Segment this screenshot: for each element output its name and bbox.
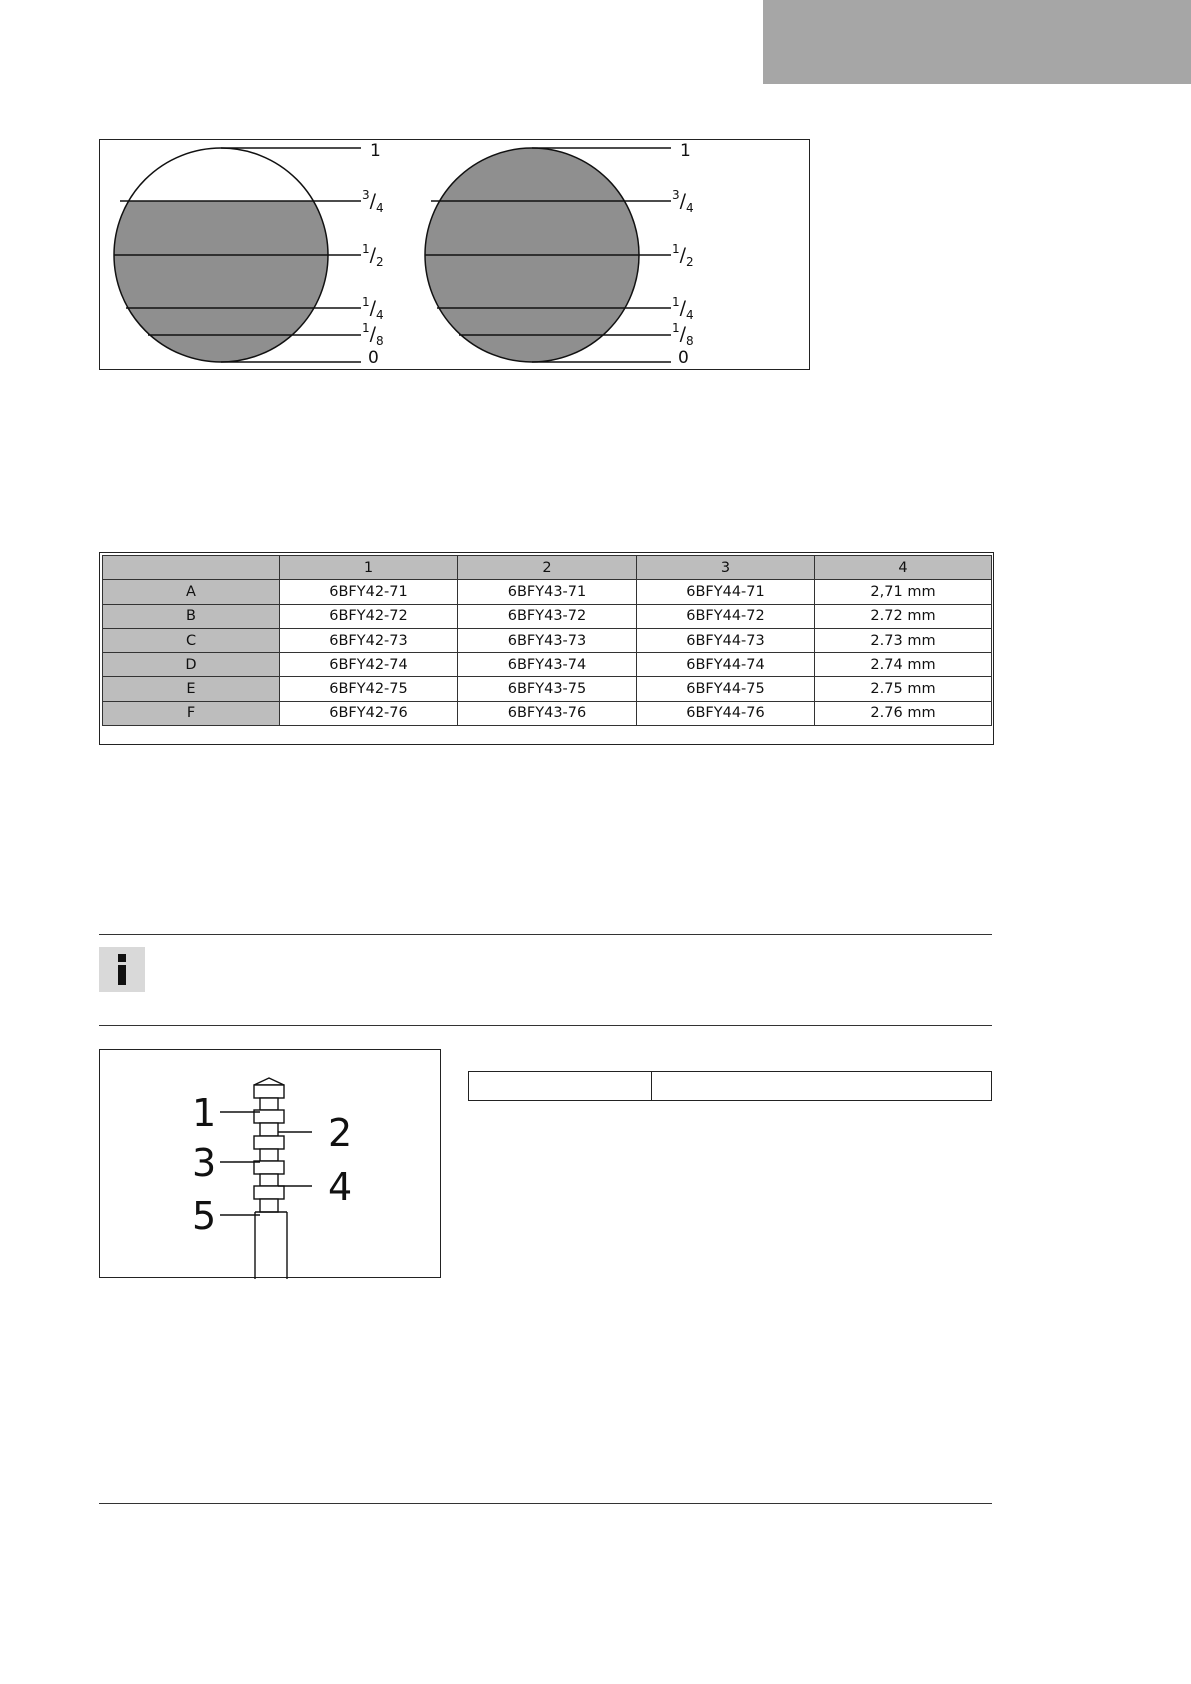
table-cell: 2,71 mm: [815, 580, 992, 604]
table-cell: 6BFY42-74: [280, 653, 458, 677]
table-header-cell: 4: [815, 556, 992, 580]
needle-label-3: 3: [192, 1141, 217, 1185]
table-row: [103, 701, 992, 725]
needle-spec-table: [468, 1071, 992, 1101]
left-label-half: $^1/_2$: [362, 242, 384, 269]
table-header-cell: 3: [637, 556, 815, 580]
needle-label-1: 1: [192, 1091, 217, 1135]
table-cell: 6BFY42-72: [280, 604, 458, 628]
left-label-three-quarter: $^3/_4$: [362, 188, 384, 215]
table-cell: 6BFY44-74: [637, 653, 815, 677]
table-cell: 6BFY42-73: [280, 628, 458, 652]
table-cell: 6BFY44-75: [637, 677, 815, 701]
table-cell: 6BFY43-76: [458, 701, 637, 725]
table-row: [103, 580, 992, 604]
section-divider-bottom: [99, 1503, 992, 1504]
table-row: [103, 604, 992, 628]
right-label-eighth: $^1/_8$: [672, 321, 694, 348]
table-cell: 6BFY44-73: [637, 628, 815, 652]
row-key: E: [103, 677, 280, 701]
table-cell: 6BFY43-73: [458, 628, 637, 652]
table-cell: 2.73 mm: [815, 628, 992, 652]
jet-table-frame: [99, 552, 994, 745]
row-key: F: [103, 701, 280, 725]
jet-table: [102, 555, 992, 726]
left-label-0: 0: [368, 348, 379, 368]
table-row: [103, 653, 992, 677]
needle-label-5: 5: [192, 1194, 217, 1238]
table-cell: 2.75 mm: [815, 677, 992, 701]
float-level-diagrams: [100, 140, 811, 371]
left-level-circle: [110, 148, 361, 371]
right-label-quarter: $^1/_4$: [672, 295, 694, 322]
needle-label-2: 2: [328, 1111, 353, 1155]
left-label-1: 1: [370, 141, 381, 161]
table-row: [103, 677, 992, 701]
float-level-figure: [99, 139, 810, 370]
info-divider-top: [99, 934, 992, 935]
table-cell: 6BFY42-71: [280, 580, 458, 604]
table-cell: 6BFY44-71: [637, 580, 815, 604]
table-header-cell: 2: [458, 556, 637, 580]
table-cell: 6BFY43-71: [458, 580, 637, 604]
table-cell: 6BFY43-74: [458, 653, 637, 677]
info-divider-bottom: [99, 1025, 992, 1026]
jet-needle-drawing: [100, 1050, 442, 1279]
table-cell: 6BFY44-72: [637, 604, 815, 628]
info-glyph: [99, 947, 145, 992]
table-row: [103, 628, 992, 652]
row-key: B: [103, 604, 280, 628]
spec-divider: [651, 1072, 652, 1100]
right-level-circle: [425, 148, 671, 362]
right-label-three-quarter: $^3/_4$: [672, 188, 694, 215]
left-label-quarter: $^1/_4$: [362, 295, 384, 322]
table-cell: 2.72 mm: [815, 604, 992, 628]
jet-needle-figure: [99, 1049, 441, 1278]
table-cell: 6BFY43-72: [458, 604, 637, 628]
right-label-half: $^1/_2$: [672, 242, 694, 269]
table-header-row: [103, 556, 992, 580]
needle-label-4: 4: [328, 1165, 353, 1209]
row-key: A: [103, 580, 280, 604]
info-icon: [99, 947, 145, 992]
right-label-1: 1: [680, 141, 691, 161]
chapter-tab: [763, 0, 1191, 84]
right-label-0: 0: [678, 348, 689, 368]
table-cell: 2.76 mm: [815, 701, 992, 725]
row-key: D: [103, 653, 280, 677]
table-header-cell: 1: [280, 556, 458, 580]
table-cell: 6BFY43-75: [458, 677, 637, 701]
table-header-cell: [103, 556, 280, 580]
table-cell: 6BFY44-76: [637, 701, 815, 725]
left-label-eighth: $^1/_8$: [362, 321, 384, 348]
table-cell: 6BFY42-75: [280, 677, 458, 701]
row-key: C: [103, 628, 280, 652]
table-cell: 6BFY42-76: [280, 701, 458, 725]
table-cell: 2.74 mm: [815, 653, 992, 677]
